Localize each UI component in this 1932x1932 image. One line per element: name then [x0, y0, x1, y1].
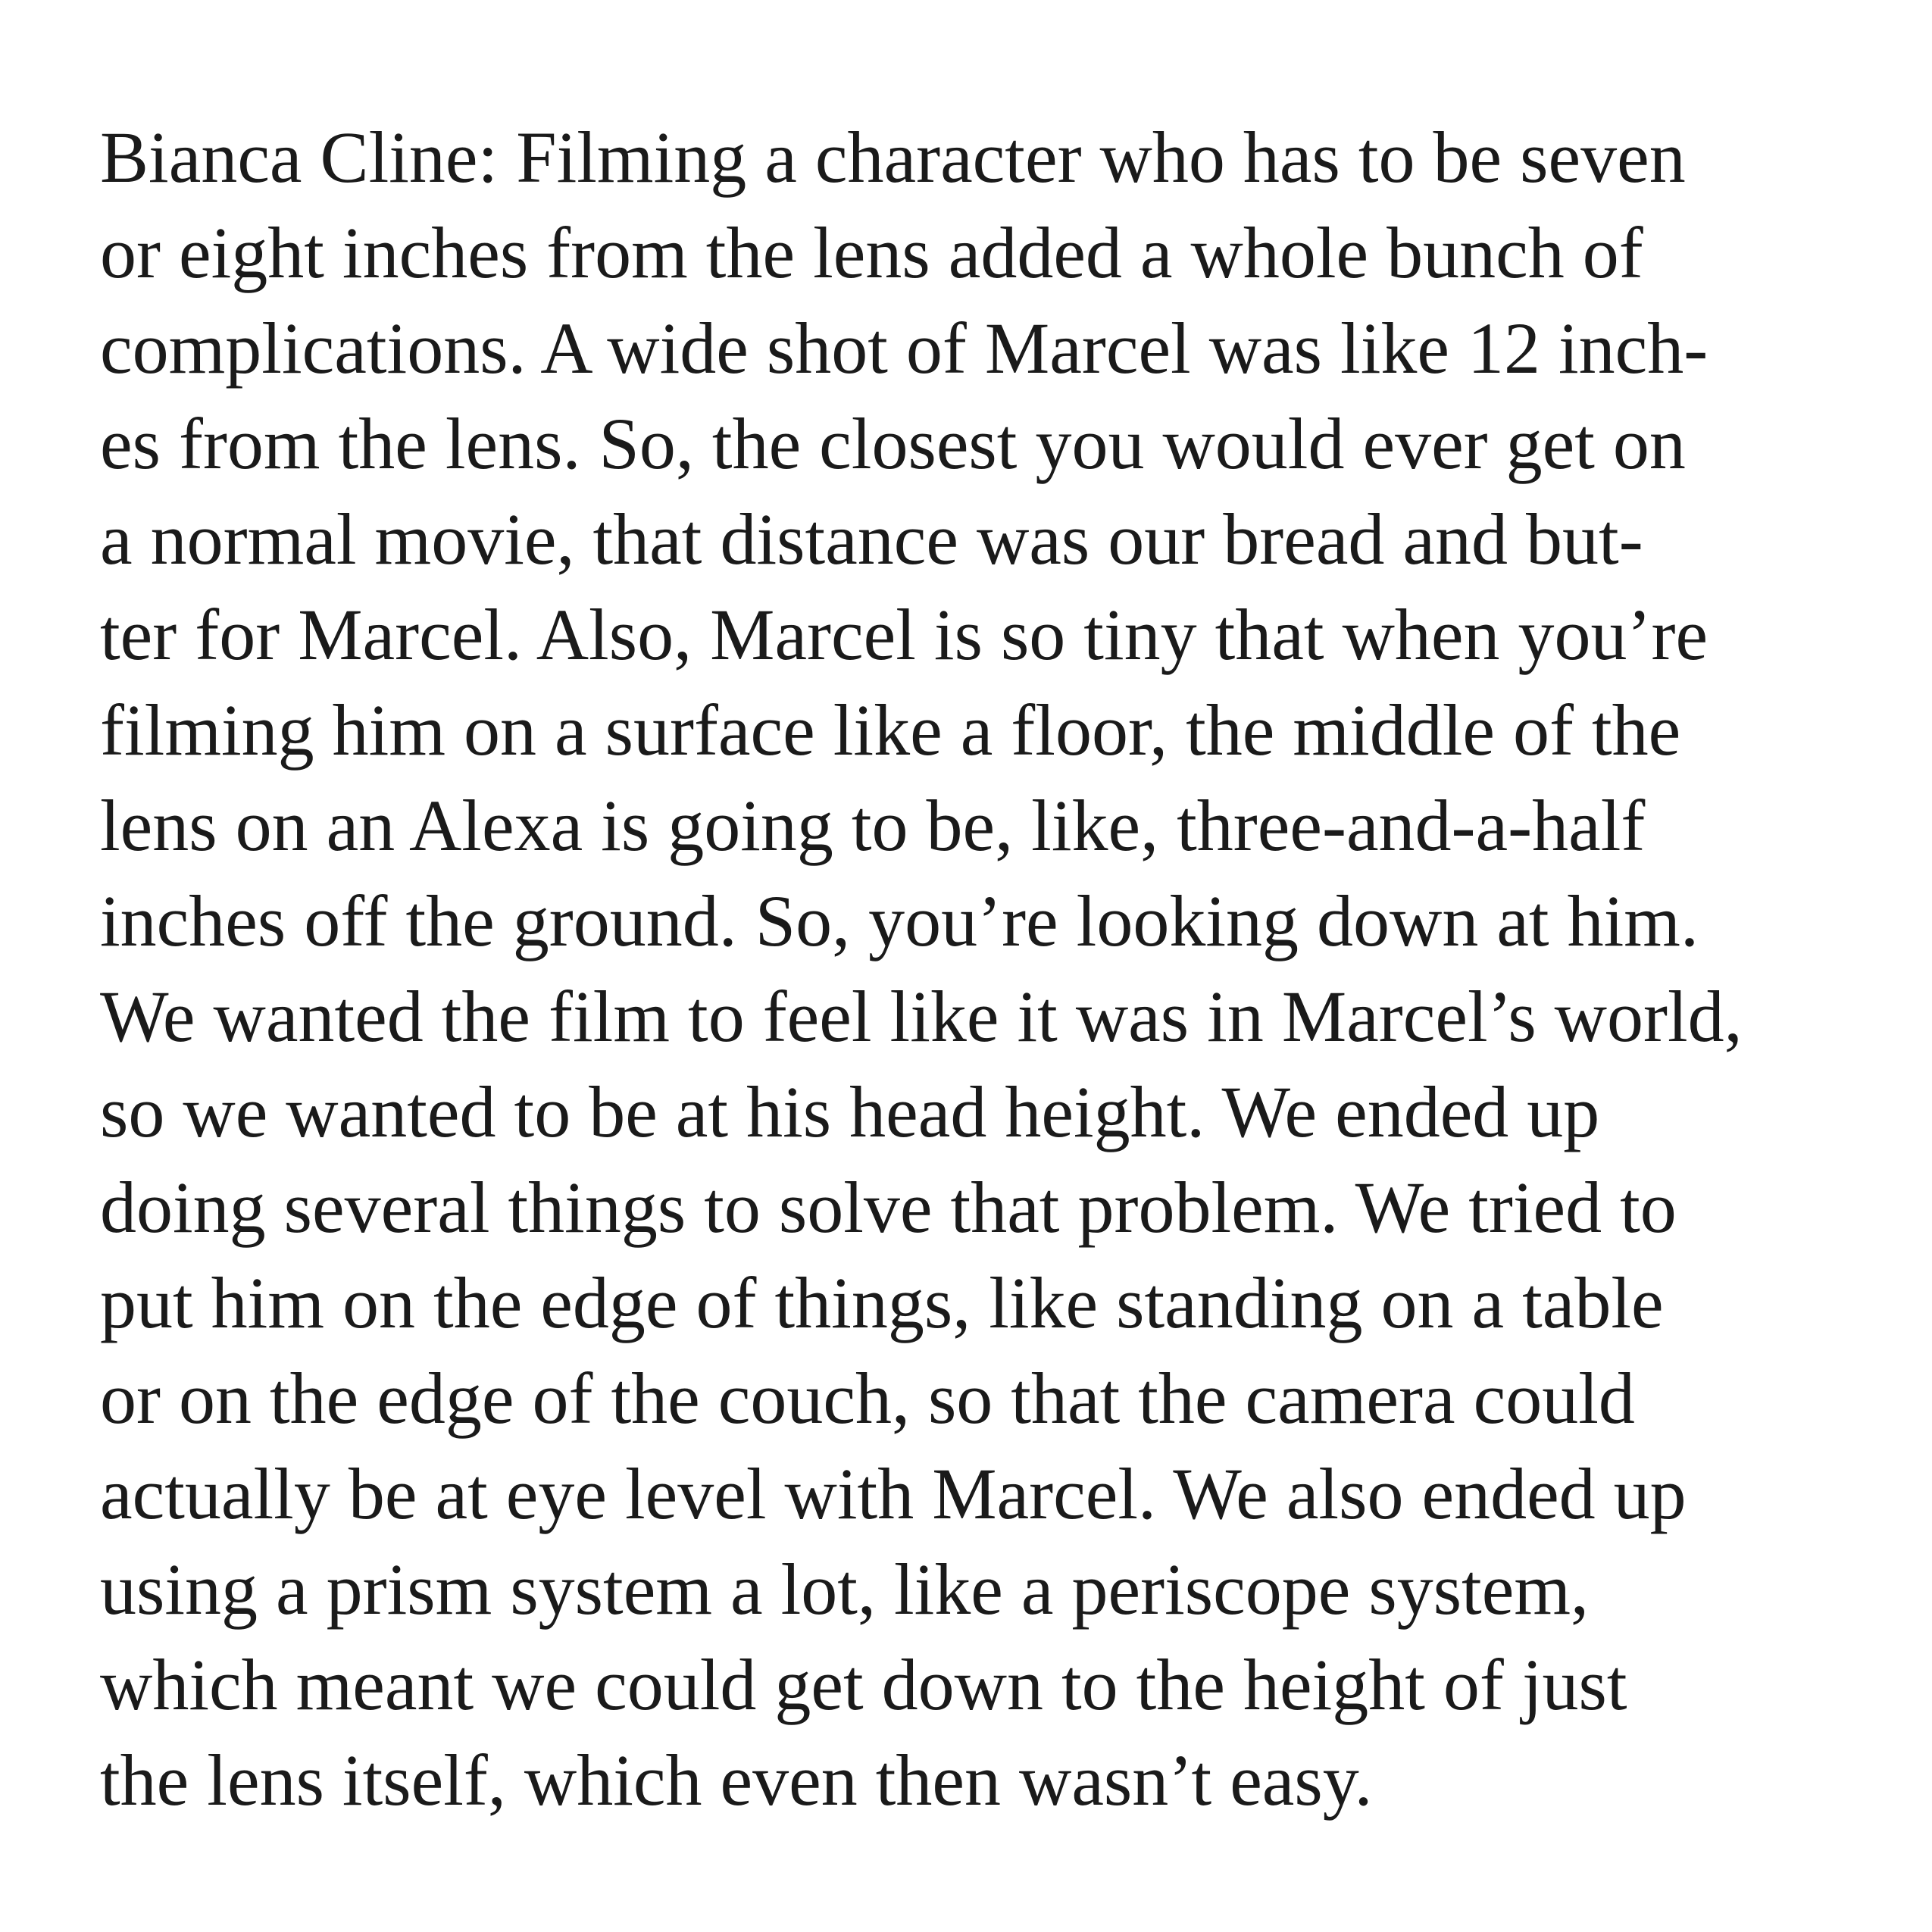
quote-line: using a prism system a lot, like a periscope system, [100, 1549, 1589, 1630]
quote-line: or eight inches from the lens added a whole bunch of [100, 212, 1643, 293]
quote-line: filming him on a surface like a floor, the middle of the [100, 689, 1681, 771]
quote-line: Bianca Cline: Filming a character who has to be seven [100, 117, 1686, 198]
quote-line: which meant we could get down to the height of just [100, 1644, 1627, 1725]
quote-line: ter for Marcel. Also, Marcel is so tiny that when you’re [100, 594, 1708, 675]
quote-line: doing several things to solve that problem. We tried to [100, 1167, 1677, 1248]
quote-line: put him on the edge of things, like standing on a table [100, 1262, 1664, 1343]
quote-line: complications. A wide shot of Marcel was like 12 inch- [100, 308, 1708, 389]
quote-line: lens on an Alexa is going to be, like, three-and-a-half [100, 785, 1646, 866]
quote-line: inches off the ground. So, you’re looking down at him. [100, 880, 1699, 961]
quote-line: es from the lens. So, the closest you would ever get on [100, 403, 1686, 484]
quote-line: We wanted the film to feel like it was in Marcel’s world, [100, 976, 1743, 1057]
quote-paragraph [100, 110, 1865, 1828]
quote-line: actually be at eye level with Marcel. We also ended up [100, 1453, 1687, 1534]
quote-line: a normal movie, that distance was our bread and but- [100, 499, 1643, 580]
quote-line: so we wanted to be at his head height. We ended up [100, 1071, 1600, 1152]
quote-line: the lens itself, which even then wasn’t easy. [100, 1740, 1373, 1821]
quote-line: or on the edge of the couch, so that the camera could [100, 1358, 1635, 1439]
